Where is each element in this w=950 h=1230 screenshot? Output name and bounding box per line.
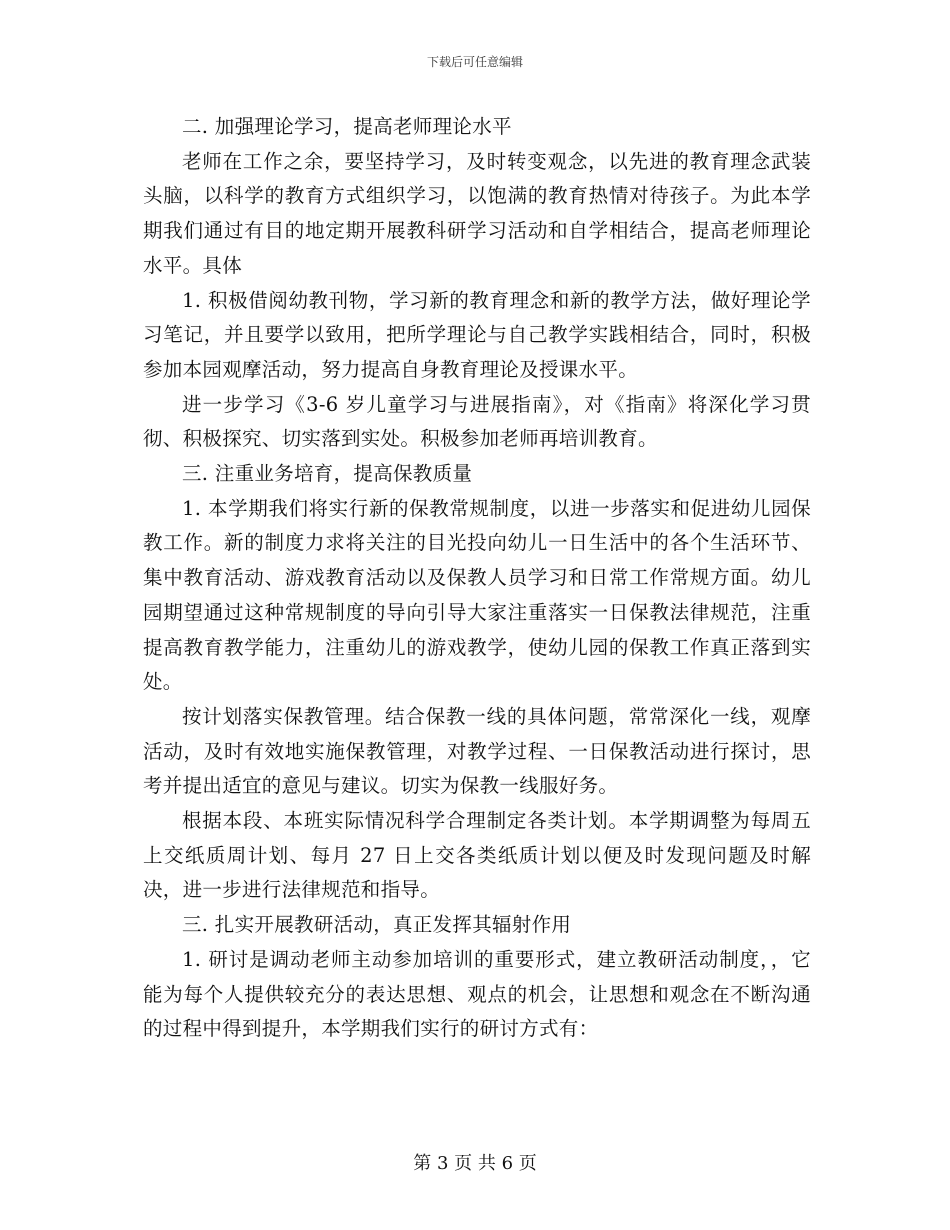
document-body [143,110,811,1047]
section-heading-2: 二. 加强理论学习，提高老师理论水平 [182,115,512,138]
body-paragraph: 老师在工作之余，要坚持学习，及时转变观念，以先进的教育理念武装头脑，以科学的教育方式组织学习，以饱满的教育热情对待孩子。为此本学期我们通过有目的地定期开展教科研学习活动和自学相结合，提高老师理论水平。具体 [143,149,811,277]
body-paragraph: 1. 本学期我们将实行新的保教常规制度，以进一步落实和促进幼儿园保教工作。新的制度力求将关注的目光投向幼儿一日生活中的各个生活环节、集中教育活动、游戏教育活动以及保教人员学习和日常工作常规方面。幼儿园期望通过这种常规制度的导向引导大家注重落实一日保教法律规范，注重提高教育教学能力，注重幼儿的游戏教学，使幼儿园的保教工作真正落到实处。 [143,496,811,694]
section-heading-3b: 三. 扎实开展教研活动，真正发挥其辐射作用 [182,913,572,937]
page-header: 下载后可任意编辑 [426,55,523,69]
body-paragraph: 按计划落实保教管理。结合保教一线的具体问题，常常深化一线，观摩活动，及时有效地实施保教管理，对教学过程、一日保教活动进行探讨，思考并提出适宜的意见与建议。切实为保教一线服好务。 [143,704,811,798]
section-heading-3: 三. 注重业务培育，提高保教质量 [182,462,473,486]
body-paragraph: 进一步学习《3-6 岁儿童学习与进展指南》，对《指南》将深化学习贯彻、积极探究、切实落到实处。积极参加老师再培训教育。 [143,392,811,451]
body-paragraph: 1. 积极借阅幼教刊物，学习新的教育理念和新的教学方法，做好理论学习笔记，并且要学以致用，把所学理论与自己教学实践相结合，同时，积极参加本园观摩活动，努力提高自身教育理论及授课水平。 [143,288,811,381]
body-paragraph: 1. 研讨是调动老师主动参加培训的重要形式，建立教研活动制度，，它能为每个人提供较充分的表达思想、观点的机会，让思想和观念在不断沟通的过程中得到提升，本学期我们实行的研讨方式有： [143,947,811,1041]
page-number-footer: 第 3 页 共 6 页 [413,1153,537,1174]
body-paragraph: 根据本段、本班实际情况科学合理制定各类计划。本学期调整为每周五上交纸质周计划、每月 27 日上交各类纸质计划以便及时发现问题及时解决，进一步进行法律规范和指导。 [143,809,811,902]
